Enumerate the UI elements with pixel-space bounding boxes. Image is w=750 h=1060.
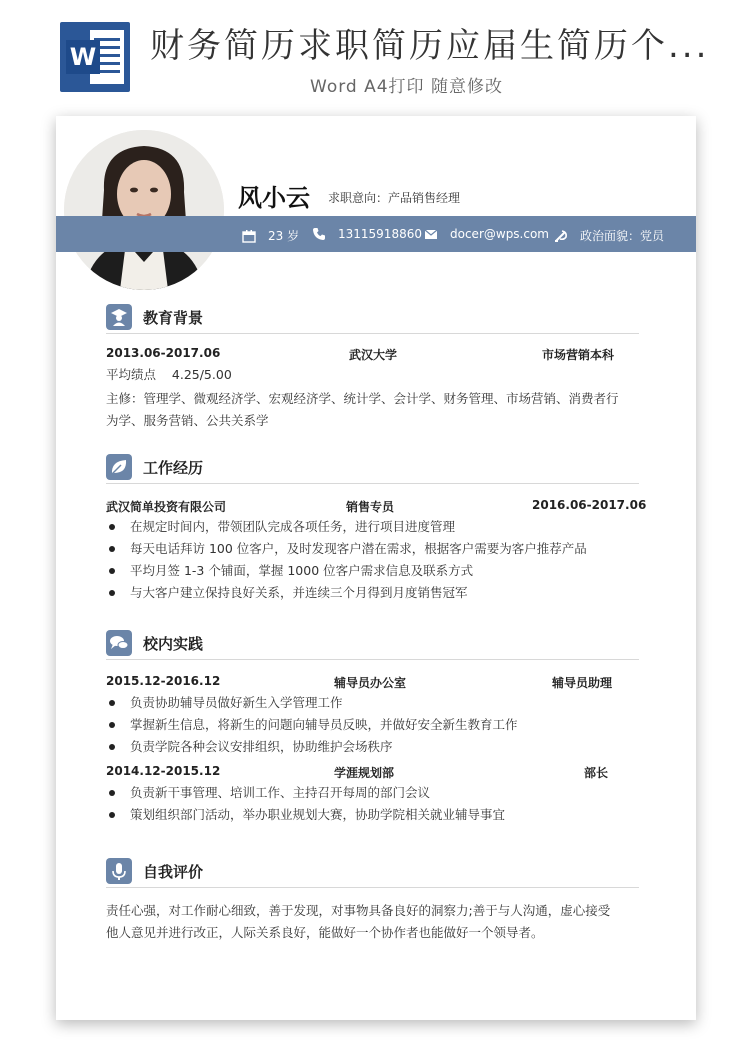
work-company: 武汉简单投资有限公司 — [106, 500, 227, 514]
section-header — [106, 630, 639, 660]
campus-row — [106, 760, 639, 782]
campus-org: 学涯规划部 — [334, 766, 395, 780]
phone-text: 13115918860 — [338, 227, 422, 241]
campus-org: 辅导员办公室 — [334, 676, 407, 690]
age-text: 23 岁 — [268, 229, 300, 243]
work-section — [106, 454, 647, 604]
politics-text: 政治面貌：党员 — [580, 229, 665, 243]
education-courses-line1: 主修：管理学、微观经济学、宏观经济学、统计学、会计学、财务管理、市场营销、消费者行 — [106, 391, 619, 406]
list-item: 与大客户建立保持良好关系，并连续三个月得到月度销售冠军 — [106, 582, 639, 604]
document-subtitle: Word A4打印 随意修改 — [310, 77, 503, 97]
education-degree: 市场营销本科 — [542, 348, 615, 362]
profile-photo — [64, 130, 224, 290]
self-section — [106, 858, 639, 944]
chat-icon — [106, 630, 132, 656]
graduate-icon — [106, 304, 132, 330]
work-row — [106, 494, 647, 516]
self-text-line2: 他人意见并进行改正，人际关系良好，能做好一个协作者也能做好一个领导者。 — [106, 925, 544, 940]
document-title: 财务简历求职简历应届生简历个... — [150, 26, 710, 66]
phone-item — [312, 227, 422, 241]
microphone-icon — [106, 858, 132, 884]
list-item: 负责协助辅导员做好新生入学管理工作 — [106, 692, 639, 714]
section-title: 自我评价 — [143, 863, 204, 881]
list-item: 策划组织部门活动，举办职业规划大赛，协助学院相关就业辅导事宜 — [106, 804, 639, 826]
work-position: 销售专员 — [346, 500, 395, 514]
section-title: 校内实践 — [143, 635, 204, 653]
email-item — [424, 227, 549, 241]
leaf-icon — [106, 454, 132, 480]
education-school: 武汉大学 — [349, 348, 398, 362]
section-header — [106, 454, 639, 484]
work-period: 2016.06-2017.06 — [532, 498, 647, 512]
resume-page — [56, 116, 696, 1020]
mail-icon — [424, 227, 438, 241]
section-title: 教育背景 — [143, 309, 204, 327]
education-courses-line2: 为学、服务营销、公共关系学 — [106, 413, 269, 428]
self-text-line1: 责任心强，对工作耐心细致，善于发现，对事物具备良好的洞察力;善于与人沟通，虚心接受 — [106, 903, 611, 918]
education-row — [106, 342, 639, 364]
candidate-name: 风小云 — [238, 184, 310, 212]
job-intent: 求职意向：产品销售经理 — [328, 191, 461, 205]
education-period: 2013.06-2017.06 — [106, 346, 221, 360]
party-emblem-icon — [554, 229, 568, 243]
preview-header — [0, 0, 750, 110]
section-header — [106, 304, 639, 334]
list-item: 在规定时间内，带领团队完成各项任务，进行项目进度管理 — [106, 516, 639, 538]
list-item: 平均月签 1-3 个铺面，掌握 1000 位客户需求信息及联系方式 — [106, 560, 639, 582]
campus-period: 2015.12-2016.12 — [106, 674, 221, 688]
calendar-icon — [242, 229, 256, 243]
email-text: docer@wps.com — [450, 227, 549, 241]
list-item: 掌握新生信息，将新生的问题向辅导员反映，并做好安全新生教育工作 — [106, 714, 639, 736]
politics-item — [554, 227, 664, 244]
list-item: 每天电话拜访 100 位客户，及时发现客户潜在需求，根据客户需要为客户推荐产品 — [106, 538, 639, 560]
section-header — [106, 858, 639, 888]
phone-icon — [312, 227, 326, 241]
section-title: 工作经历 — [143, 459, 204, 477]
campus-row — [106, 670, 639, 692]
education-gpa: 平均绩点 4.25/5.00 — [106, 367, 232, 382]
list-item: 负责新干事管理、培训工作、主持召开每周的部门会议 — [106, 782, 639, 804]
word-icon: W — [60, 22, 130, 92]
education-section — [106, 304, 639, 432]
list-item: 负责学院各种会议安排组织，协助维护会场秩序 — [106, 736, 639, 758]
campus-role: 部长 — [584, 766, 609, 780]
campus-section — [106, 630, 639, 826]
campus-period: 2014.12-2015.12 — [106, 764, 221, 778]
contact-bar — [56, 216, 696, 252]
campus-role: 辅导员助理 — [552, 676, 613, 690]
age-item — [242, 227, 299, 244]
